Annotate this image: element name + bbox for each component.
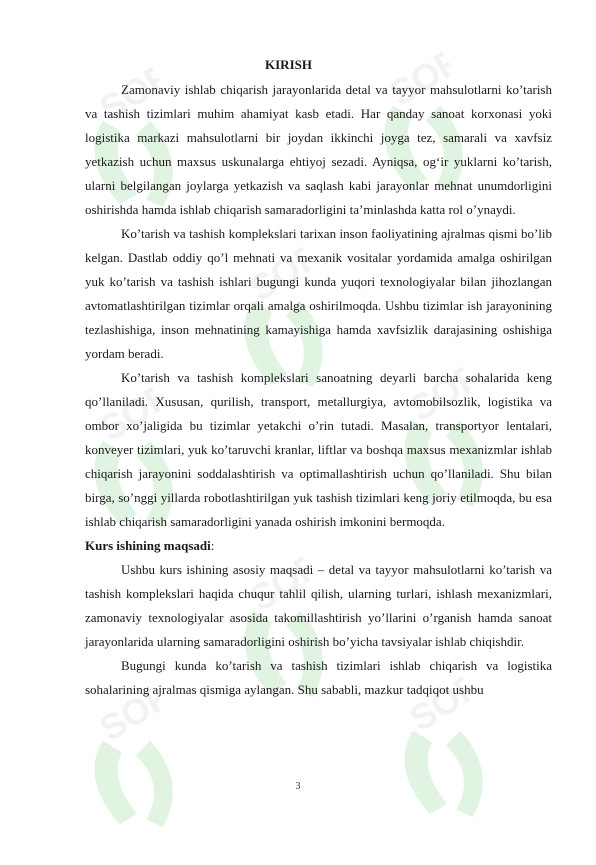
page-title: KIRISH [265, 57, 312, 72]
svg-text:SOF: SOF [382, 40, 467, 114]
page-content [85, 57, 552, 702]
svg-text:SOF: SOF [92, 55, 177, 129]
closing-paragraph: Bugungi kunda ko’tarish va tashish tizimlari ishlab chiqarish va logistika sohalarining ajralmas qismiga aylangan. Shu sababli, mazkur tadqiqot ushbu [85, 658, 552, 697]
intro-paragraph-1: Zamonaviy ishlab chiqarish jarayonlarida detal va tayyor mahsulotlarni ko’tarish va tashish tizimlari muhim ahamiyat kasb etadi. Har qanday sanoat korxonasi yoki logistika markazi mahsulotlarni bir joydan ikkinchi joyga tez, samarali va xavfsiz yetkazish uchun maxsus uskunalarga ehtiyoj sezadi. Ayniqsa, og‘ir yuklarni ko’tarish, ularni belgilangan joylarga yetkazish va saqlash kabi jarayonlar mehnat unumdorligini oshirishda hamda ishlab chiqarish samaradorligini ta’minlashda katta rol o’ynaydi. [85, 82, 552, 217]
intro-paragraph-3: Ko’tarish va tashish komplekslari sanoatning deyarli barcha sohalarida keng qo’llaniladi. Xususan, qurilish, transport, metallurgiya, avtomobilsozlik, logistika va ombor xo’jaligida bu tizimlar yetakchi o’rin tutadi. Masalan, transportyor lentalari, konveyer tizimlari, yuk ko’taruvchi kranlar, liftlar va boshqa maxsus mexanizmlar ishlab chiqarish jarayonini soddalashtirish va optimallashtirish uchun qo’llaniladi. Shu bilan birga, so’nggi yillarda robotlashtirilgan yuk tashish tizimlari keng joriy etilmoqda, bu esa ishlab chiqarish samaradorligini yanada oshirish imkonini bermoqda. [85, 370, 552, 529]
svg-text:SOF: SOF [402, 665, 487, 739]
svg-text:SOF: SOF [242, 545, 327, 619]
page-number: 3 [295, 781, 301, 792]
intro-paragraph-2: Ko’tarish va tashish komplekslari tarixan inson faoliyatining ajralmas qismi bo’lib kelgan. Dastlab oddiy qo’l mehnati va mexanik vositalar yordamida amalga oshirilgan yuk ko’tarish va tashish ishlari bugungi kunda yuqori texnologiyalar bilan jihozlangan avtomatlashtirilgan tizimlar orqali amalga oshirilmoqda. Ushbu tizimlar ish jarayonining tezlashishiga, inson mehnatining kamayishiga hamda xavfsizlik darajasining oshishiga yordam beradi. [85, 226, 552, 361]
svg-text:SOF: SOF [92, 675, 177, 749]
section-heading-text: Kurs ishining maqsadi [85, 538, 211, 553]
section-heading [85, 534, 552, 558]
svg-text:SOF: SOF [242, 235, 327, 309]
svg-text:SOF: SOF [402, 355, 487, 429]
svg-text:SOF: SOF [92, 375, 177, 449]
section-heading-colon: : [210, 538, 215, 553]
goal-paragraph: Ushbu kurs ishining asosiy maqsadi – detal va tayyor mahsulotlarni ko’tarish va tashish komplekslari haqida chuqur tahlil qilish, ularning turlari, ishlash mexanizmlari, zamonaviy texnologiyalar asosida takomillashtirish yo’llarini o’rganish hamda sanoat jarayonlarida ularning samaradorligini oshirish bo’yicha tavsiyalar ishlab chiqishdir. [85, 562, 552, 649]
